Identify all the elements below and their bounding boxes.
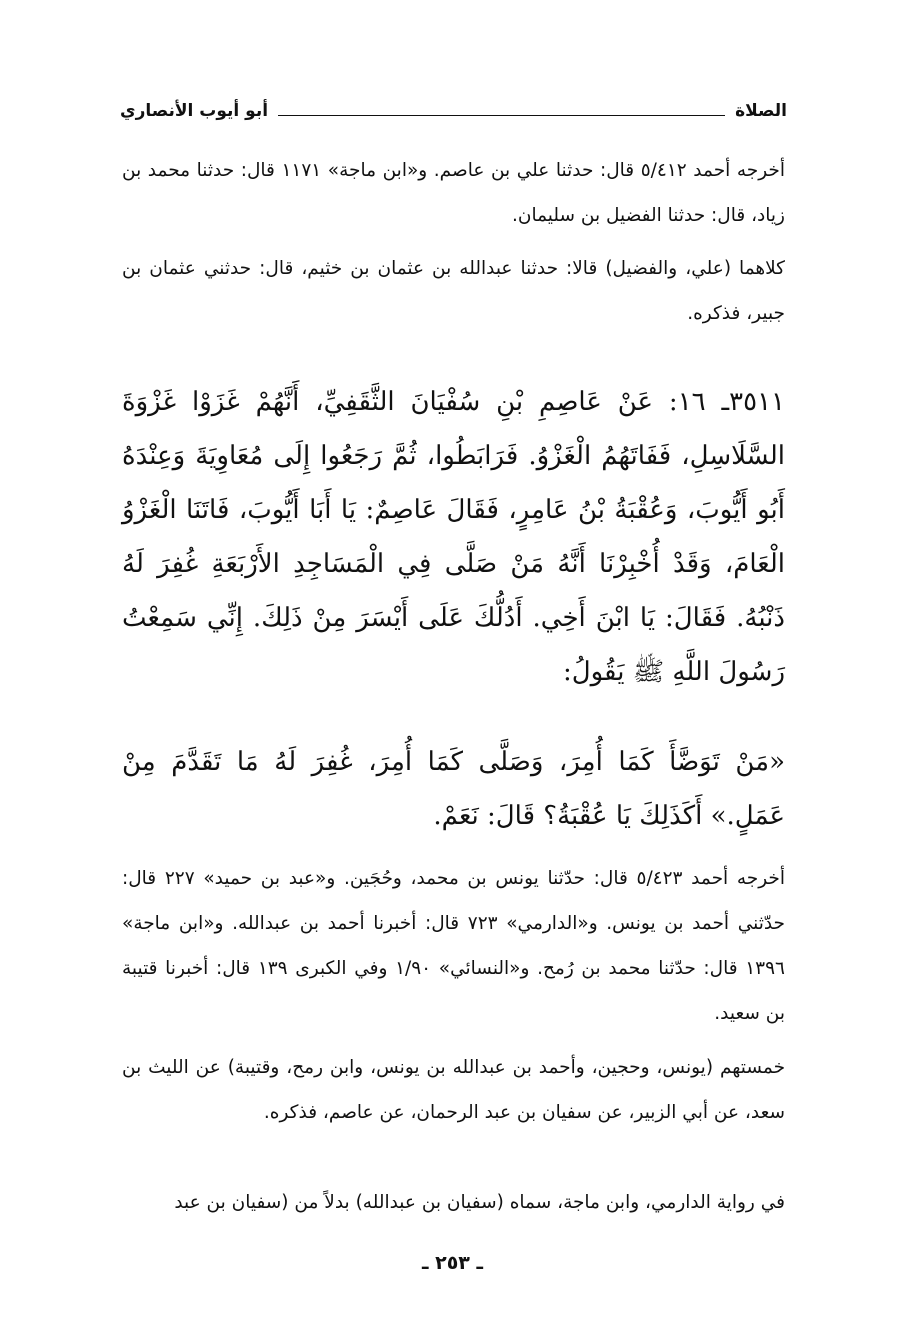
running-header	[120, 92, 787, 122]
source-note-5: في رواية الدارمي، وابن ماجة، سماه (سفيان بن عبدالله) بدلاً من (سفيان بن عبد	[174, 1192, 785, 1213]
header-rule	[278, 115, 725, 116]
source-note-4: خمستهم (يونس، وحجين، وأحمد بن عبدالله بن يونس، وابن رمح، وقتيبة) عن الليث بن سعد، عن أبي الزبير، عن سفيان بن عبد الرحمان، عن عاصم، فذكره.	[122, 1057, 785, 1123]
chapter-title: الصلاة	[735, 101, 787, 121]
section-title: أبو أيوب الأنصاري	[120, 101, 269, 121]
source-note-1: أخرجه أحمد ٥/٤١٢ قال: حدثنا علي بن عاصم. و«ابن ماجة» ١١٧١ قال: حدثنا محمد بن زياد، قال: حدثنا الفضيل بن سليمان.	[122, 160, 785, 226]
page-number: ـ ٢٥٣ ـ	[421, 1252, 483, 1274]
source-note-2: كلاهما (علي، والفضيل) قالا: حدثنا عبدالله بن عثمان بن خثيم، قال: حدثني عثمان بن جبير، فذكره.	[122, 258, 785, 324]
hadith-narration: ٣٥١١ـ ١٦: عَنْ عَاصِمِ بْنِ سُفْيَانَ الثَّقَفِيِّ، أَنَّهُمْ غَزَوْا غَزْوَةَ السَّلَاسِلِ، فَفَاتَهُمُ الْغَزْوُ. فَرَابَطُوا، ثُمَّ رَجَعُوا إِلَى مُعَاوِيَةَ وَعِنْدَهُ أَبُو أَيُّوبَ، وَعُقْبَةُ بْنُ عَامِرٍ، فَقَالَ عَاصِمٌ: يَا أَبَا أَيُّوبَ، فَاتَنَا الْغَزْوُ الْعَامَ، وَقَدْ أُخْبِرْنَا أَنَّهُ مَنْ صَلَّى فِي الْمَسَاجِدِ الأَرْبَعَةِ غُفِرَ لَهُ ذَنْبُهُ. فَقَالَ: يَا ابْنَ أَخِي. أَدُلُّكَ عَلَى أَيْسَرَ مِنْ ذَلِكَ. إِنِّي سَمِعْتُ رَسُولَ اللَّهِ ﷺ يَقُولُ:	[122, 387, 785, 687]
hadith-quote: «مَنْ تَوَضَّأَ كَمَا أُمِرَ، وَصَلَّى كَمَا أُمِرَ، غُفِرَ لَهُ مَا تَقَدَّمَ مِنْ عَمَلٍ.» أَكَذَلِكَ يَا عُقْبَةُ؟ قَالَ: نَعَمْ.	[122, 747, 785, 831]
source-note-3: أخرجه أحمد ٥/٤٢٣ قال: حدّثنا يونس بن محمد، وحُجَين. و«عبد بن حميد» ٢٢٧ قال: حدّثني أحمد بن يونس. و«الدارمي» ٧٢٣ قال: أخبرنا أحمد بن عبدالله. و«ابن ماجة» ١٣٩٦ قال: حدّثنا محمد بن رُمح. و«النسائي» ١/٩٠ وفي الكبرى ١٣٩ قال: أخبرنا قتيبة بن سعيد.	[122, 868, 785, 1024]
